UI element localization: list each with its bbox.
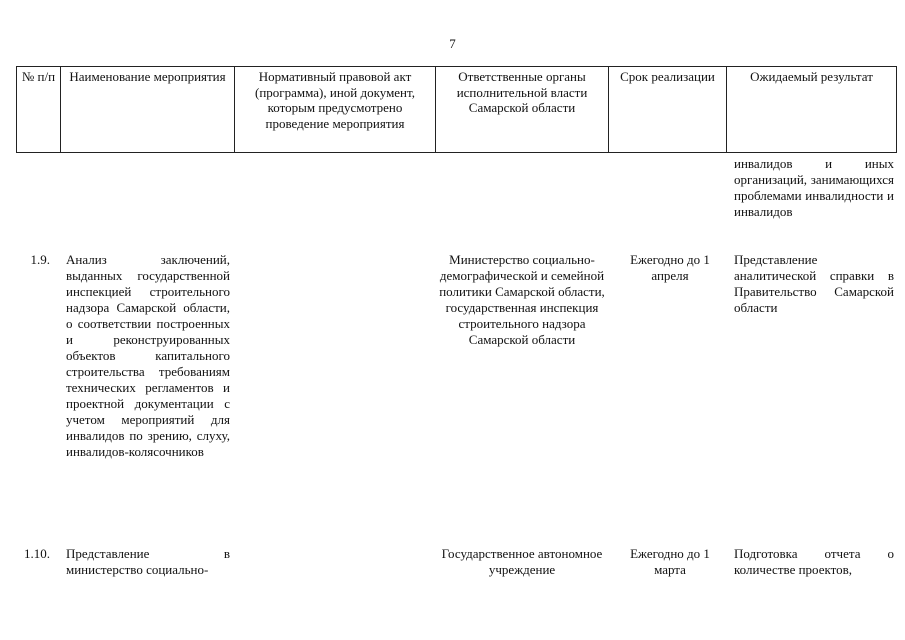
continuation-result: инвалидов и иных организаций, занимающихся проблемами инвалидности и инвалидов bbox=[734, 156, 894, 219]
column-header-result: Ожидаемый результат bbox=[727, 67, 897, 153]
row-result: Подготовка отчета о количестве проектов, bbox=[734, 546, 894, 577]
row-name: Анализ заключений, выданных государственной инспекцией строительного надзора Самарской области, о соответствии построенных и реконструированных объектов капитального строительства требованиям технических регламентов и проектной документации с учетом мероприятий для инвалидов по зрению, слуху, инвалидов-колясочников bbox=[66, 252, 230, 459]
row-term: Ежегодно до 1 апреля bbox=[630, 252, 710, 283]
row-term: Ежегодно до 1 марта bbox=[630, 546, 710, 577]
column-header-name: Наименование мероприятия bbox=[61, 67, 235, 153]
row-organ: Министерство социально-демографической и семейной политики Самарской области, государственная инспекция строительного надзора Самарской области bbox=[439, 252, 605, 347]
column-header-term: Срок реализации bbox=[609, 67, 727, 153]
row-number: 1.9. bbox=[30, 252, 50, 267]
row-number: 1.10. bbox=[24, 546, 50, 561]
page-number: 7 bbox=[449, 36, 456, 51]
row-organ: Государственное автономное учреждение bbox=[441, 546, 603, 577]
row-result: Представление аналитической справки в Правительство Самарской области bbox=[734, 252, 894, 315]
column-header-act: Нормативный правовой акт (программа), иной документ, которым предусмотрено проведение мероприятия bbox=[235, 67, 436, 153]
column-header-organ: Ответственные органы исполнительной власти Самарской области bbox=[436, 67, 609, 153]
row-name: Представление в министерство социально- bbox=[66, 546, 230, 577]
column-header-number: № п/п bbox=[17, 67, 61, 153]
table-header bbox=[16, 66, 897, 153]
